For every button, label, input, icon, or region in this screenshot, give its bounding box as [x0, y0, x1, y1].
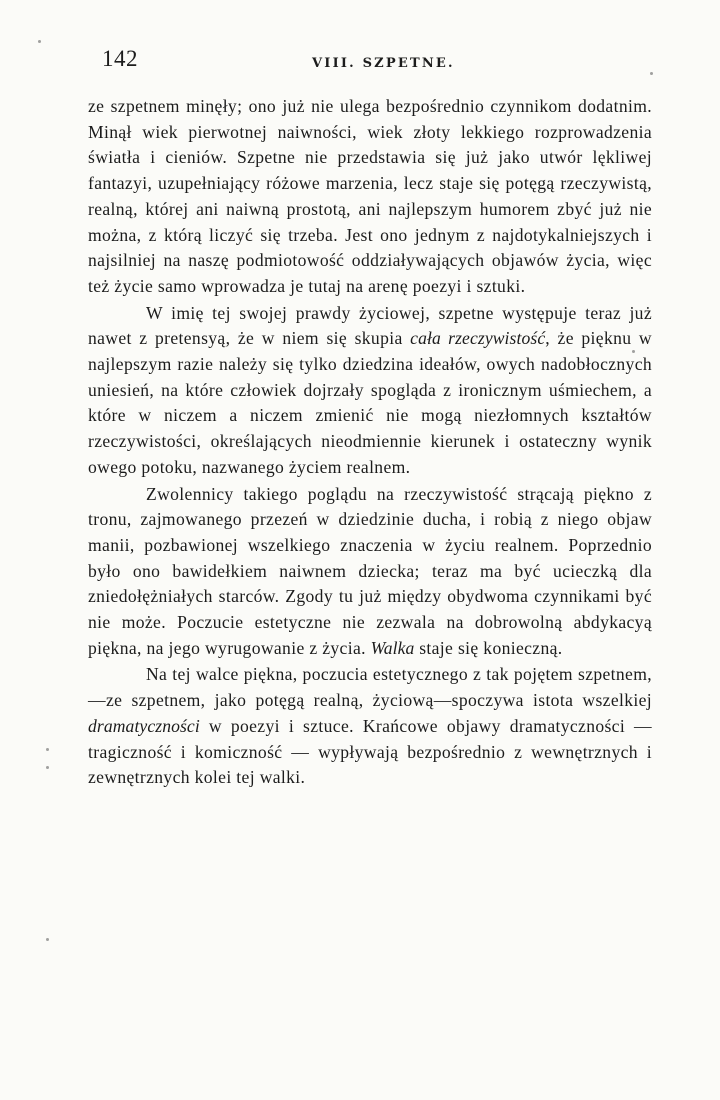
paragraph-text: , że pięknu w najlepszym razie należy się tylko dziedzina ideałów, owych nadobłocznych uniesień, na które człowiek dojrzały spogląda z ironicznym uśmiechem, a które w niczem a niczem zmienić nie mogą niezłomnych kształtów rzeczywistości, określających nieodmiennie kierunek i ostateczny wynik owego potoku, nazwanego życiem realnem. [88, 328, 652, 477]
emphasized-text: Walka [370, 637, 415, 658]
page-header [0, 42, 720, 82]
paragraph-text: staje się konieczną. [414, 637, 563, 658]
emphasized-text: cała rzeczywistość [410, 328, 546, 349]
body-text [88, 94, 652, 792]
paragraph-2 [88, 301, 652, 481]
paragraph-text: W imię tej swojej prawdy życiowej, szpetne występuje teraz już nawet z pretensyą, że w niem się skupia [88, 302, 652, 349]
running-head: VIII. SZPETNE. [312, 56, 455, 71]
paragraph-text: ze szpetnem minęły; ono już nie ulega bezpośrednio czynnikom dodatnim. Minął wiek pierwotnej naiwności, wiek złoty lekkiego rozprowadzenia światła i cieniów. Szpetne nie przedstawia się już jako utwór lękliwej fantazyi, uzupełniający różowe marzenia, lecz staje się potęgą rzeczywistą, realną, której ani naiwną prostotą, ani najlepszym humorem zbyć już nie można, z którą liczyć się trzeba. Jest ono jednym z najdotykalniejszych i najsilniej na naszę podmiotowość oddziaływających objawów życia, więc też życie samo wprowadza je tutaj na arenę poezyi i sztuki. [88, 96, 652, 296]
paper-speck [632, 350, 635, 353]
emphasized-text: dramatyczności [88, 715, 200, 736]
paragraph-text: Na tej walce piękna, poczucia estetycznego z tak pojętem szpetnem,—ze szpetnem, jako potęgą realną, życiową—spoczywa istota wszelkiej [88, 664, 652, 711]
paragraph-text: w poezyi i sztuce. Krańcowe objawy dramatyczności — tragiczność i komiczność — wypływają bezpośrednio z wewnętrznych i zewnętrznych kolei tej walki. [88, 715, 652, 788]
paper-speck [46, 766, 49, 769]
paragraph-text: Zwolennicy takiego poglądu na rzeczywistość strącają piękno z tronu, zajmowanego przezeń w dziedzinie ducha, i robią z niego objaw manii, pozbawionej wszelkiego znaczenia w życiu realnem. Poprzednio było ono bawidełkiem naiwnem dziecka; teraz ma być ucieczką dla zniedołężniałych starców. Zgody tu już między obydwoma czynnikami być nie może. Poczucie estetyczne nie zezwala na dobrowolną abdykacyą piękna, na jego wyrugowanie z życia. [88, 483, 652, 658]
paragraph-1 [88, 94, 652, 300]
paper-speck [650, 72, 653, 75]
paper-speck [46, 938, 49, 941]
paper-speck [46, 748, 49, 751]
paper-speck [38, 40, 41, 43]
page-number: 142 [102, 46, 138, 71]
paragraph-4 [88, 662, 652, 791]
paragraph-3 [88, 482, 652, 662]
